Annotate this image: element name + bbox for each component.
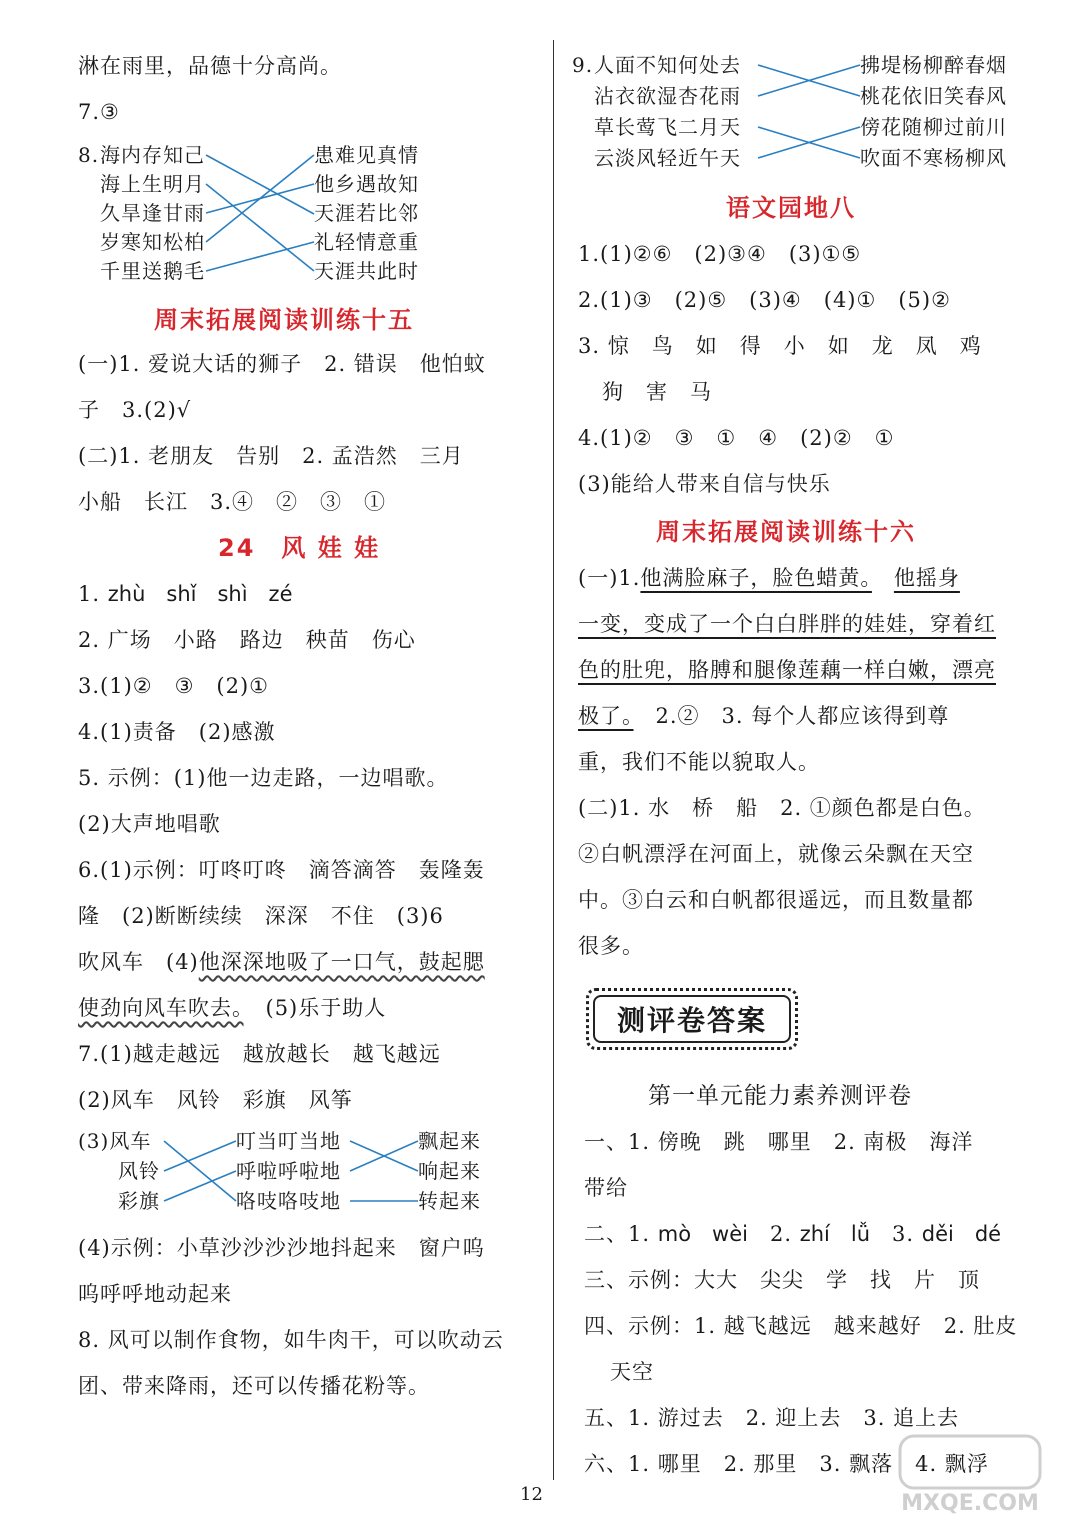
answer-line: 三、示例：大大 尖尖 学 找 片 顶 bbox=[584, 1268, 980, 1292]
pinyin-text: mò wèi bbox=[657, 1222, 748, 1246]
question-number: 9. bbox=[572, 53, 594, 77]
answer-key-banner bbox=[586, 988, 798, 1050]
match-col1-item: 彩旗 bbox=[118, 1189, 160, 1213]
answer-line: 子 3.(2)√ bbox=[78, 398, 192, 422]
answer-line: (2)风车 风铃 彩旗 风筝 bbox=[78, 1088, 353, 1112]
match-left-item: 海内存知己 bbox=[100, 143, 205, 167]
page-number: 12 bbox=[520, 1484, 543, 1505]
section-heading: 周末拓展阅读训练十五 bbox=[154, 306, 414, 334]
item-number: 3. bbox=[892, 1222, 915, 1246]
answer-line: 重，我们不能以貌取人。 bbox=[578, 750, 820, 774]
answer-line: 4.(1)责备 (2)感激 bbox=[78, 720, 276, 744]
answer-line: 五、1. 游过去 2. 迎上去 3. 追上去 bbox=[584, 1406, 960, 1430]
answer-line: (一)1. 爱说大话的狮子 2. 错误 他怕蚊 bbox=[78, 352, 486, 376]
match-right-item: 天涯共此时 bbox=[314, 259, 419, 283]
match-right-item: 拂堤杨柳醉春烟 bbox=[860, 53, 1007, 77]
answer-line: 淋在雨里，品德十分高尚。 bbox=[78, 54, 342, 78]
match-col3-item: 转起来 bbox=[418, 1189, 481, 1213]
match-line bbox=[164, 1171, 236, 1201]
match-col2-item: 咯吱咯吱地 bbox=[236, 1189, 341, 1213]
answer-line: 六、1. 哪里 2. 那里 3. 飘落 4. 飘浮 bbox=[584, 1452, 989, 1476]
question-number: 8. bbox=[78, 143, 100, 167]
answer-line: 8. 风可以制作食物，如牛肉干，可以吹动云 bbox=[78, 1328, 504, 1352]
answer-line: 2. 广场 小路 路边 秧苗 伤心 bbox=[78, 628, 416, 652]
match-col3-item: 响起来 bbox=[418, 1159, 481, 1183]
match-col3-item: 飘起来 bbox=[418, 1129, 481, 1153]
answer-line: 一、1. 傍晚 跳 哪里 2. 南极 海洋 bbox=[584, 1130, 974, 1154]
match-left-item: 海上生明月 bbox=[100, 172, 205, 196]
answer-line: 7.(1)越走越远 越放越长 越飞越远 bbox=[78, 1042, 441, 1066]
answer-line: 4.(1)② ③ ① ④ (2)② ① bbox=[578, 426, 895, 450]
answer-line: 隆 (2)断断续续 深深 不住 (3)6 bbox=[78, 904, 444, 928]
answer-line: 团、带来降雨，还可以传播花粉等。 bbox=[78, 1374, 430, 1398]
section-heading: 语文园地八 bbox=[726, 194, 856, 222]
match-right-item: 礼轻情意重 bbox=[314, 230, 419, 254]
section-heading: 周末拓展阅读训练十六 bbox=[656, 518, 916, 546]
answer-line: 很多。 bbox=[578, 934, 644, 958]
match-right-item: 患难见真情 bbox=[314, 143, 419, 167]
section-heading: 24 风 娃 娃 bbox=[218, 534, 381, 562]
answer-line: ②白帆漂浮在河面上，就像云朵飘在天空 bbox=[578, 842, 974, 866]
answer-line: (3)能给人带来自信与快乐 bbox=[578, 472, 831, 496]
answer-line: 2.(1)③ (2)⑤ (3)④ (4)① (5)② bbox=[578, 288, 951, 312]
underlined-text: 他满脸麻子，脸色蜡黄。 bbox=[640, 566, 872, 590]
answer-line: 3.(1)② ③ (2)① bbox=[78, 674, 270, 698]
subsection-title: 第一单元能力素养测评卷 bbox=[648, 1083, 912, 1109]
underlined-text: 色的肚兜，胳膊和腿像莲藕一样白嫩，漂亮 bbox=[578, 658, 996, 682]
answer-line: (2)大声地唱歌 bbox=[78, 812, 221, 836]
pinyin-text: zhù shǐ shì zé bbox=[107, 582, 293, 606]
match-right-item: 天涯若比邻 bbox=[314, 201, 419, 225]
answer-line: 5. 示例：(1)他一边走路，一边唱歌。 bbox=[78, 766, 449, 790]
column-divider bbox=[553, 40, 554, 1480]
match-left-item: 云淡风轻近午天 bbox=[594, 146, 741, 170]
answer-line: 呜呼呼地动起来 bbox=[78, 1282, 232, 1306]
answer-line: 6.(1)示例：叮咚叮咚 滴答滴答 轰隆轰 bbox=[78, 858, 485, 882]
match-left-item: 草长莺飞二月天 bbox=[594, 115, 741, 139]
answer-text: (5)乐于助人 bbox=[243, 996, 387, 1020]
answer-line bbox=[578, 702, 949, 730]
watermark-logo bbox=[890, 1430, 1050, 1520]
answer-line bbox=[78, 948, 485, 976]
answer-line bbox=[78, 580, 293, 608]
match-left-item: 久旱逢甘雨 bbox=[100, 201, 205, 225]
pinyin-text: zhí lǚ bbox=[799, 1222, 871, 1246]
answer-line: 中。③白云和白帆都很遥远，而且数量都 bbox=[578, 888, 974, 912]
match-left-item: 沾衣欲湿杏花雨 bbox=[594, 84, 741, 108]
underlined-text: 极了。 bbox=[578, 704, 634, 728]
underlined-text: 一变，变成了一个白白胖胖的娃娃，穿着红 bbox=[578, 612, 996, 636]
match-right-item: 桃花依旧笑春风 bbox=[860, 84, 1007, 108]
match-col1-item: (3)风车 bbox=[78, 1129, 152, 1153]
banner-title: 测评卷答案 bbox=[616, 1004, 767, 1037]
underlined-text: 他摇身 bbox=[893, 566, 960, 590]
answer-line: 带给 bbox=[584, 1176, 628, 1200]
answer-text: 吹风车 (4) bbox=[78, 950, 199, 974]
wavy-underlined-text: 使劲向风车吹去。 bbox=[78, 996, 244, 1020]
answer-line: (二)1. 水 桥 船 2. ①颜色都是白色。 bbox=[578, 796, 986, 820]
answer-line bbox=[578, 564, 960, 592]
answer-line: 3. 惊 鸟 如 得 小 如 龙 凤 鸡 bbox=[578, 334, 982, 358]
match-right-item: 吹面不寒杨柳风 bbox=[860, 146, 1007, 170]
watermark-text: MXQE.COM bbox=[901, 1491, 1039, 1516]
answer-line: (4)示例：小草沙沙沙沙地抖起来 窗户呜 bbox=[78, 1236, 485, 1260]
match-lines bbox=[78, 1128, 498, 1218]
match-col2-item: 呼啦呼啦地 bbox=[236, 1159, 341, 1183]
answer-line bbox=[78, 994, 386, 1022]
match-left-item: 人面不知何处去 bbox=[594, 53, 741, 77]
item-number: (一)1. bbox=[578, 566, 641, 590]
match-col2-item: 叮当叮当地 bbox=[236, 1129, 341, 1153]
answer-line: 狗 害 马 bbox=[602, 380, 712, 404]
pinyin-text: děi dé bbox=[921, 1222, 1002, 1246]
answer-line: 天空 bbox=[610, 1360, 654, 1384]
match-left-item: 岁寒知松柏 bbox=[100, 230, 205, 254]
answer-text: 2.② 3. 每个人都应该得到尊 bbox=[633, 704, 950, 728]
match-col1-item: 风铃 bbox=[118, 1159, 160, 1183]
wavy-underlined-text: 他深深地吸了一口气，鼓起腮 bbox=[198, 950, 485, 974]
match-line bbox=[206, 184, 314, 271]
match-lines bbox=[572, 52, 872, 182]
match-line bbox=[164, 1141, 236, 1201]
answer-line: 1.(1)②⑥ (2)③④ (3)①⑤ bbox=[578, 242, 862, 266]
answer-line: 四、示例：1. 越飞越远 越来越好 2. 肚皮 bbox=[584, 1314, 1018, 1338]
match-left-item: 千里送鹅毛 bbox=[100, 259, 205, 283]
match-line bbox=[164, 1141, 236, 1171]
match-line bbox=[206, 155, 314, 214]
match-right-item: 他乡遇故知 bbox=[314, 172, 419, 196]
match-line bbox=[206, 242, 314, 271]
answer-line bbox=[584, 1220, 1001, 1248]
match-lines bbox=[78, 142, 318, 287]
match-right-item: 傍花随柳过前川 bbox=[860, 115, 1007, 139]
item-number: 2. bbox=[769, 1222, 793, 1246]
answer-line: 小船 长江 3.④ ② ③ ① bbox=[78, 490, 387, 514]
answer-line: 7.③ bbox=[78, 100, 120, 124]
item-number: 1. bbox=[78, 582, 101, 606]
item-number: 二、1. bbox=[584, 1222, 651, 1246]
match-line bbox=[206, 155, 314, 242]
answer-line: (二)1. 老朋友 告别 2. 孟浩然 三月 bbox=[78, 444, 464, 468]
